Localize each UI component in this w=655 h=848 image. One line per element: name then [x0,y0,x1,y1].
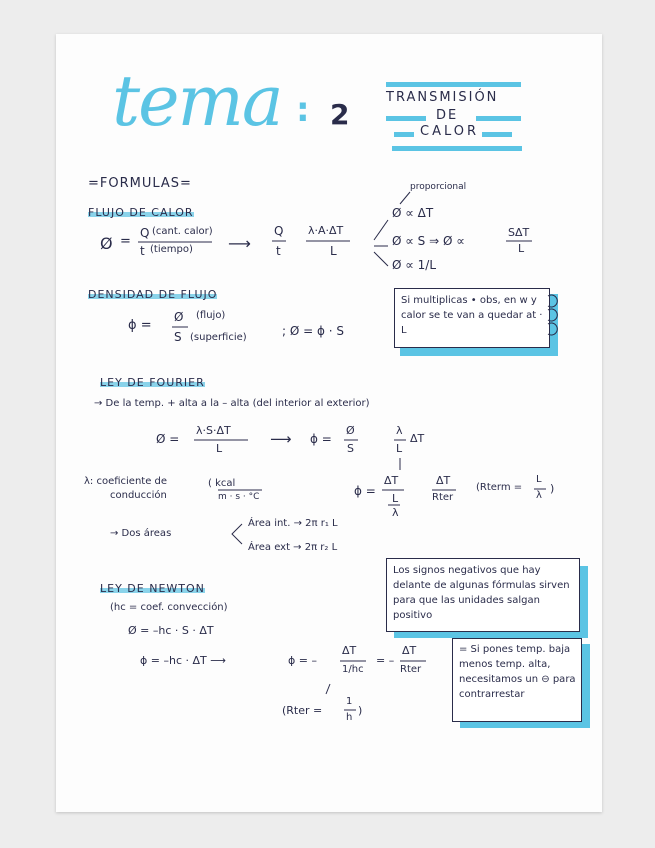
newton-eq2-den2: Rter [400,664,422,675]
densidad-den: S [174,330,182,344]
areas-brace [232,524,242,544]
newton-rter-close: ) [358,704,363,717]
fourier-res-num: ΔT [384,474,399,487]
flujo-p2-den: L [518,242,525,255]
densidad-lhs: ϕ = [128,318,152,333]
fourier-phi-lhs: Ø = [156,432,180,446]
fourier-phi-density: ϕ = [310,432,332,446]
densidad-num-note: (flujo) [196,310,226,321]
fourier-f2-den: S [347,442,354,455]
fourier-desc: → De la temp. + alta a la – alta (del interior al exterior) [94,398,370,409]
newton-hc-def: (hc = coef. convección) [110,602,228,613]
fourier-f3-num: λ [396,424,403,437]
fourier-res-den-top: L [392,492,399,505]
newton-rter-lhs: (Rter = [282,704,323,717]
fourier-rterm-close: ) [550,482,555,495]
flujo-p2: Ø ∝ S ⇒ Ø ∝ [392,234,465,248]
prop-pointer [400,192,410,204]
fourier-f3-den: L [396,442,403,455]
flujo-p1: Ø ∝ ΔT [392,206,434,220]
formulas-header: =FORMULAS= [88,176,192,191]
densidad-den-note: (superficie) [190,332,247,343]
fourier-res-num2: ΔT [436,474,451,487]
flujo-den: t [140,244,145,258]
densidad-heading: DENSIDAD DE FLUJO [88,288,218,301]
newton-eq1: Ø = –hc · S · ΔT [128,624,214,637]
fourier-area-int: Área int. → 2π r₁ L [248,518,338,529]
densidad-num: Ø [174,310,184,324]
newton-eq2-phi: ϕ = – [288,654,317,667]
flujo-heading: FLUJO DE CALOR [88,206,194,219]
fourier-res-lhs: ϕ = [354,484,376,498]
newton-rter-arrow [326,684,330,694]
flujo-arrow: ⟶ [228,234,251,253]
subtitle-line-2: DE [436,108,459,123]
flujo-den-note: (tiempo) [150,244,193,255]
subtitle-line-1: TRANSMISIÓN [386,90,499,105]
flujo-frac2-num: Q [274,224,284,238]
ink-strokes [56,34,602,812]
flujo-frac3-den: L [330,244,337,258]
newton-rter-num: 1 [346,696,353,707]
flujo-phi: Ø [100,234,113,253]
fourier-units-den: m · s · °C [218,492,260,502]
newton-eq2-num: ΔT [342,644,357,657]
densidad-note: Si multiplicas • obs, en w y calor se te van a quedar at · L [401,295,543,336]
fourier-units-num: ( kcal [208,478,236,489]
fourier-f1-den: L [216,442,223,455]
flujo-p3: Ø ∝ 1/L [392,258,437,272]
fourier-f3-tail: ΔT [410,432,425,445]
newton-note-2: = Si pones temp. baja menos temp. alta, necesitamos un ⊖ para contrarrestar [459,644,576,700]
fourier-arrow: ⟶ [270,430,292,448]
densidad-rel: ; Ø = ϕ · S [282,324,344,338]
fourier-rterm-den: λ [536,490,542,501]
newton-note-1: Los signos negativos que hay delante de algunas fórmulas sirven para que las unidades salgan positivo [393,565,570,621]
fourier-areas-label: → Dos áreas [110,528,172,539]
spiral-rings [548,295,557,335]
fourier-rterm-num: L [536,474,542,485]
flujo-frac2-den: t [276,244,281,258]
newton-eq2-den: 1/hc [342,664,364,675]
newton-eq2-lhs: ϕ = –hc · ΔT ⟶ [140,654,226,667]
fourier-res-den2: Rter [432,492,454,503]
fourier-f1-num: λ·S·ΔT [196,424,231,437]
flujo-num-note: (cant. calor) [152,226,213,237]
flujo-eq: = [120,234,131,249]
title-tema: tema [112,60,282,142]
fourier-lambda-def-2: conducción [110,490,167,501]
flujo-frac3-num: λ·A·ΔT [308,224,344,237]
fourier-lambda-def-1: λ: coeficiente de [84,476,168,487]
fourier-rterm: (Rterm = [476,482,523,493]
fourier-heading: LEY DE FOURIER [100,376,205,389]
title-number: 2 [330,98,350,131]
flujo-prop-label: proporcional [410,182,467,192]
subtitle-line-3: CALOR [420,124,480,139]
newton-rter-den: h [346,712,353,723]
newton-eq2-mid: = – [376,654,395,667]
fourier-area-ext: Área ext → 2π r₂ L [248,542,338,553]
newton-heading: LEY DE NEWTON [100,582,205,595]
flujo-branch-arrows [374,220,388,266]
title-colon: : [296,90,310,130]
fourier-f2-num: Ø [346,424,355,437]
notebook-page [56,34,602,812]
flujo-num: Q [140,226,150,240]
flujo-p2-num: SΔT [508,226,530,239]
fourier-res-den-bot: λ [392,506,399,519]
newton-eq2-num2: ΔT [402,644,417,657]
